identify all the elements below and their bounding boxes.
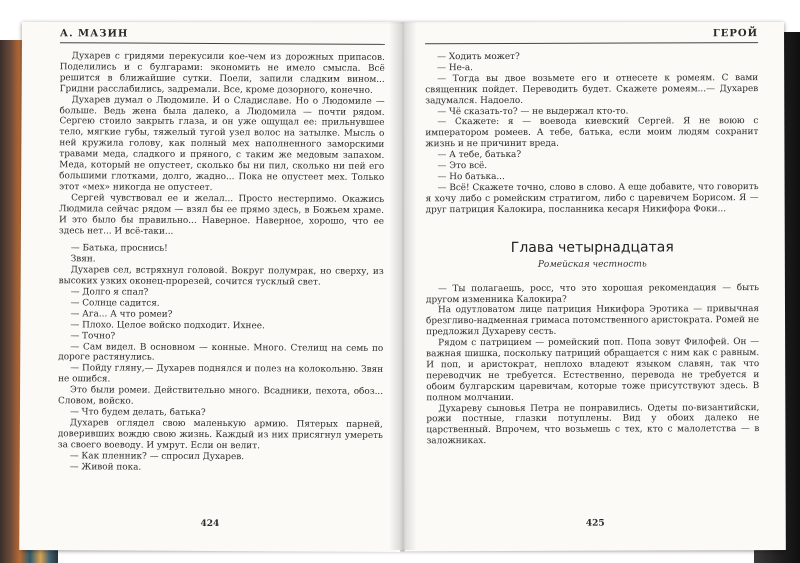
paragraph: — Как пленник? — спросил Духарев.: [69, 450, 245, 462]
chapter-subtitle: Ромейская честность: [537, 259, 647, 270]
paragraph: Духарев думал о Людомиле. И о Сладиславе. Но о Людомиле — больше. Ведь жена была далеко, а Людомила — почти рядом. Сергею стоило закрыть глаза, и он уже ощущал ее: прильнувшее тело, мягкие губы, тяжелый тугой узел волос на затылке. Мысль о ней кружила голову, как полный мех наполненного заморскими травами меда, сладкого и пряного, с таким же медовым запахом. Меда, который не опустеет, сколько бы ни пил, сколько ни пей его большими глотками, долго, жадно... Пока не опустеет мех. Только этот «мех» никогда не опустеет.: [59, 94, 385, 193]
paragraph: — Ага... А что ромеи?: [70, 309, 173, 320]
right-running-header: ГЕРОЙ: [425, 28, 758, 44]
paragraph: — Скажете: я — воевода киевский Сергей. Я не воюю с императором ромеев. А тебе, батька, если моим людям сохранит жизнь и не причинит вреда.: [425, 116, 759, 150]
paragraph: — Плохо. Целое войско подходит. Ихнее.: [70, 320, 265, 332]
paragraph: — Точно?: [70, 330, 116, 342]
paragraph: — Пойду гляну,— Духарев поднялся и полез на колокольню. Звян не ошибся.: [58, 363, 384, 385]
paragraph: Духарев сел, встряхнул головой. Вокруг полумрак, но сверху, из высоких узких оконец-прорезей, сочится тусклый свет.: [58, 265, 384, 288]
left-running-header: А. МАЗИН: [60, 28, 385, 45]
paragraph: Духареву сыновья Петра не понравились. Одеты по-византийски, рожи постные, глазки потуплены. Вид у обоих далеко не царственный. Впрочем, что возьмешь с тех, кто с малолетства — в заложниках.: [426, 402, 760, 447]
paragraph: На одутловатом лице патриция Никифора Эротика — привычная брезгливо-надменная гримаса потомственного аристократа. Ромей не предложил Духареву сесть.: [426, 304, 760, 338]
left-page-number: 424: [200, 518, 220, 530]
paragraph: — Солнце садится.: [70, 298, 160, 309]
paragraph: — Сам видел. В основном — конные. Много. Стелищ на семь по дороге растянулись.: [58, 341, 384, 364]
left-page-text: [58, 51, 385, 474]
right-page-text: [425, 51, 759, 447]
paragraph: — Ходить может?: [437, 51, 520, 63]
paragraph: Рядом с патрицием — ромейский поп. Попа зовут Филофей. Он — важная шишка, поскольку патриций обращается с ним как с равным. И поп, и аристократ, неплохо владеют языком славян, так что переводчик не требуется. Естественно, перевода не требуется и обоим булгарским царевичам, которые тоже присутствуют здесь. В полном молчании.: [426, 337, 760, 403]
paragraph: — Тогда вы двое возьмете его и отнесете к ромеям. С вами священник пойдет. Переводить будет. Скажете ромеям...— Духарев задумался. Надоело.: [425, 72, 759, 106]
paragraph: Духарев с гридями перекусили кое-чем из дорожных припасов. Поделились и с булгарами: экономить не имело смысла. Всё решится в ближайшие сутки. Поели, запили сладким вином... Гридни расслабились, задремали. Все, кроме дозорного, конечно.: [59, 51, 385, 96]
paragraph: — Но батька...: [437, 171, 505, 183]
chapter-title: Глава четырнадцатая: [510, 238, 674, 256]
paragraph: — Живой пока.: [69, 461, 142, 473]
right-page-number: 425: [585, 518, 605, 529]
paragraph: — Батька, проснись!: [70, 243, 168, 255]
paragraph: — Чё сказать-то? — не выдержал кто-то.: [437, 106, 629, 117]
open-book-spread: [22, 22, 784, 550]
paragraph: — Не-а.: [437, 62, 473, 74]
paragraph: — А тебе, батька?: [437, 150, 522, 161]
paragraph: Духарев оглядел свою маленькую армию. Пятерых парней, доверивших вождю свою жизнь. Каждый из них присягнул умереть за своего воеводу. И умрут. Если он велит.: [57, 418, 383, 451]
paragraph: — Ты полагаешь, росс, что это хорошая рекомендация — быть другом изменника Калокира?: [425, 282, 759, 305]
left-page: [19, 22, 403, 552]
paragraph: — Всё! Скажете точно, слово в слово. А еще добавите, что говорить я хочу либо с ромейским стратигом, либо с царевичем Борисом. Я — друг патриция Калокира, посланника кесаря Никифора Фоки...: [425, 181, 759, 215]
paragraph: Это были ромеи. Действительно много. Всадники, пехота, обоз... Словом, войско.: [57, 385, 384, 407]
right-page: [403, 22, 786, 551]
paragraph: — Это всё.: [437, 161, 488, 172]
paragraph: Сергей чувствовал ее и желал... Просто нестерпимо. Окажись Людмила сейчас рядом — взял бы ее прямо здесь, в Божьем храме. И это было бы правильно... Наверное. Наверное, хорошо, что ее здесь нет... И всё-таки...: [58, 193, 385, 237]
paragraph: — Долго я спал?: [70, 287, 149, 298]
paragraph: — Что будем делать, батька?: [69, 407, 206, 418]
paragraph: Звян.: [70, 254, 96, 265]
